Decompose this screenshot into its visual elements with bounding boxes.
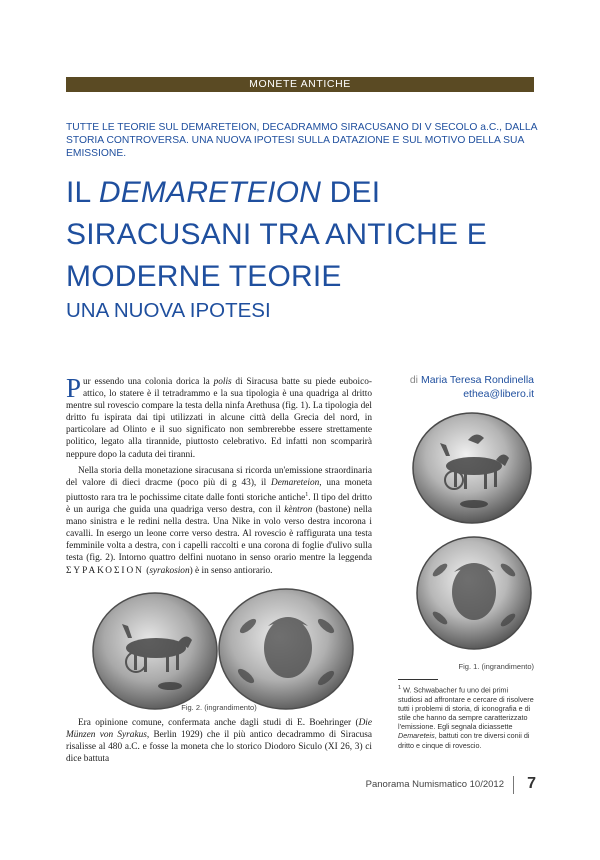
footnote: $^1$ W. Schwabacher fu uno dei primi studiosi ad affrontare e cercare di risolvere tutti i problemi di storia, di iconografia e di stile che hanno da sempre caratterizzato l'emissione. Egli segnala diciassette Demareteis, battuti con tre diversi conii di dritto e cinque di rovescio. xyxy=(398,685,534,750)
fig1-obverse-coin xyxy=(410,410,534,526)
page-footer xyxy=(362,776,536,794)
fig1-caption: Fig. 1. (ingrandimento) xyxy=(458,662,534,671)
subtitle: UNA NUOVA IPOTESI xyxy=(66,299,271,322)
footnote-ref[interactable]: 1 xyxy=(305,491,309,498)
fig2-caption: Fig. 2. (ingrandimento) xyxy=(181,703,257,712)
footnote-rule xyxy=(398,679,438,680)
title-pre: IL xyxy=(66,176,99,209)
author-email[interactable]: ethea@libero.it xyxy=(463,388,534,400)
publication-name: Panorama Numismatico 10/2012 xyxy=(365,779,504,790)
intro-lead: TUTTE LE TEORIE SUL DEMARETEION, DECADRAMMO SIRACUSANO DI V SECOLO a.C., DALLA STORIA CONTROVERSA. UNA NUOVA IPOTESI SULLA DATAZIONE E SUL MOTIVO DELLA SUA EMISSIONE. xyxy=(66,122,537,159)
title-line-3: MODERNE TEORIE xyxy=(66,260,342,293)
author-label: di xyxy=(409,374,419,386)
body-text-continued xyxy=(66,717,372,765)
section-label: MONETE ANTICHE xyxy=(249,78,351,90)
title-post: DEI xyxy=(321,176,381,209)
title-line-2: SIRACUSANI TRA ANTICHE E xyxy=(66,218,488,251)
section-header-bar xyxy=(66,77,534,92)
fig2-reverse-coin xyxy=(216,586,356,712)
drop-cap: P xyxy=(66,373,82,403)
paragraph-1: Pur essendo una colonia dorica la polis di Siracusa batte su piede euboico-attico, lo statere è il tetradrammo e la sua tipologia è una quadriga al dritto mentre sul rovescio compare la testa della ninfa Arethusa (fig. 1). La tipologia del dritto fu ispirata dai tipi utilizzati in alcune città della Grecia del nord, in particolare ad Olinto e il suo significato non sembrerebbe essere strettamente politico, legato alla tirannide, piuttosto celebrativo. Ed infatti non scomparirà neppure dopo la caduta dei tiranni. xyxy=(66,373,372,460)
page-number: 7 xyxy=(527,775,536,792)
fig1-reverse-coin xyxy=(414,534,534,652)
greek-legend: ΣΥΡΑΚΟΣΙΟΝ xyxy=(66,565,144,576)
title-demareteion: DEMARETEION xyxy=(98,176,322,209)
body-text xyxy=(66,373,373,581)
footnote-number: 1 xyxy=(398,685,402,691)
author-name: Maria Teresa Rondinella xyxy=(420,374,534,386)
paragraph-2: Nella storia della monetazione siracusana si ricorda un'emissione straordinaria del valore di dieci dracme (poco più di g 43), il Demareteion, una moneta piuttosto rara tra le pochissime citate dalle fonti storiche antiche$^1$. Il tipo del dritto è un auriga che guida una quadriga verso destra, con il kèntron (bastone) nella mano sinistra e le redini nella destra. Una Nike in volo verso destra incorona i cavalli. In esergo un leone corre verso destra. Al rovescio è raffigurata una testa femminile volta a destra, con i capelli raccolti e una corona di foglie d'ulivo sulla testa (fig. 2). Intorno quattro delfini nuotano in senso orario mentre la leggenda ΣΥΡΑΚΟΣΙΟΝ (syrakosion) è in senso antiorario. xyxy=(66,465,373,576)
fig2-obverse-coin xyxy=(90,590,220,712)
author-byline xyxy=(390,374,534,387)
paragraph-3: Era opinione comune, confermata anche dagli studi di E. Boehringer (Die Münzen von Syrakus, Berlin 1929) che il più antico decadrammo di Siracusa risalisse al 480 a.C. e fosse la moneta che lo storico Diodoro Siculo (XI 26, 3) ci dice battuta xyxy=(66,718,372,765)
footer-separator xyxy=(513,776,514,794)
title-line-1 xyxy=(66,177,380,209)
